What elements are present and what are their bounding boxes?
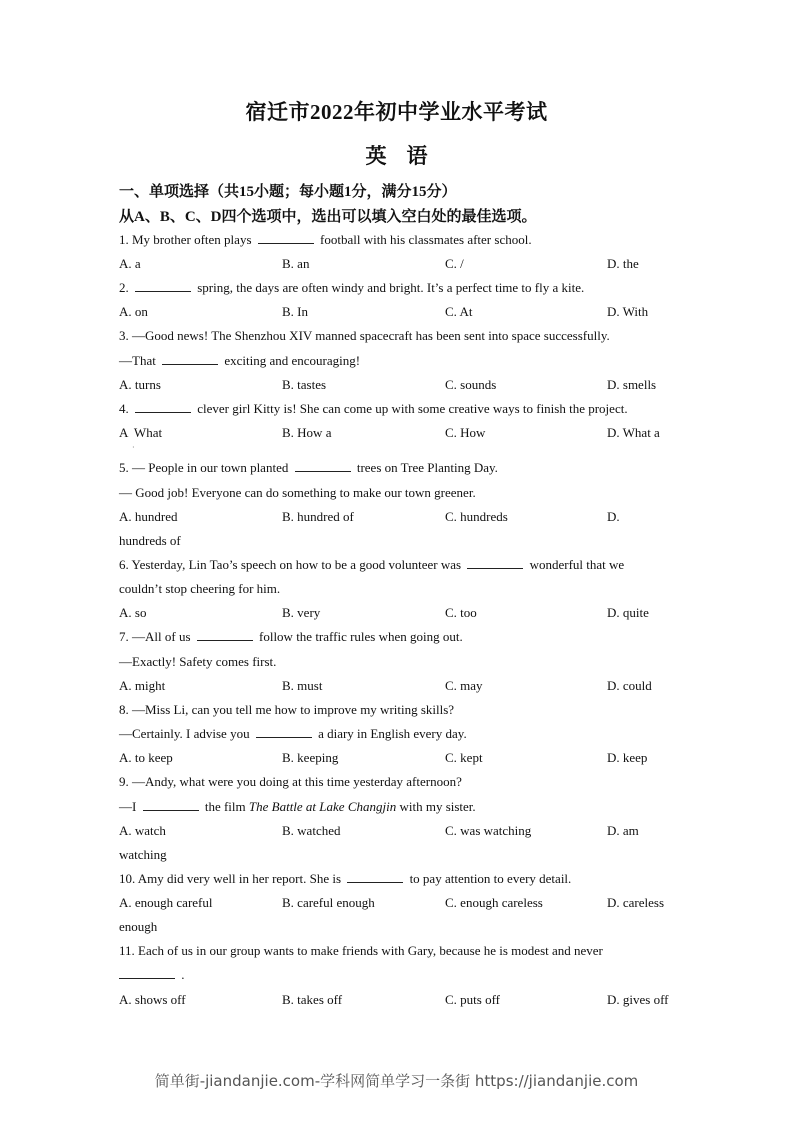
- question-4-option-d: D. What a: [607, 425, 660, 440]
- film-title: The Battle at Lake Changjin: [248, 799, 397, 814]
- question-6-option-b: B. very: [282, 605, 321, 620]
- question-3-option-d: D. smells: [607, 377, 657, 392]
- subject-title: [0, 140, 793, 170]
- question-2-option-c: C. At: [445, 304, 473, 319]
- question-1-option-a: A. a: [119, 256, 141, 271]
- question-10-option-b: B. careful enough: [282, 895, 375, 910]
- answer-blank: [197, 630, 253, 641]
- question-9-option-d: D. am: [607, 823, 639, 838]
- question-7-option-d: D. could: [607, 678, 652, 693]
- question-9-option-a: A. watch: [119, 823, 166, 838]
- question-3-option-a: A. turns: [119, 377, 161, 392]
- question-6-option-c: C. too: [445, 605, 477, 620]
- question-9-option-c: C. was watching: [445, 823, 532, 838]
- question-3-option-c: C. sounds: [445, 377, 497, 392]
- question-10-option-d-wrap: enough: [119, 919, 158, 934]
- question-11-option-b: B. takes off: [282, 992, 343, 1007]
- question-5-option-c: C. hundreds: [445, 509, 508, 524]
- question-4-option-b: B. How a: [282, 425, 332, 440]
- question-7-option-c: C. may: [445, 678, 483, 693]
- question-3-option-b: B. tastes: [282, 377, 327, 392]
- question-1-stem: 1. My brother often plays football with his classmates after school.: [119, 232, 532, 247]
- subject-char-1: 英: [365, 144, 387, 168]
- question-11-stem-cont: .: [119, 967, 185, 983]
- answer-blank: [162, 354, 218, 365]
- question-11-stem: 11. Each of us in our group wants to make friends with Gary, because he is modest and never: [119, 943, 603, 958]
- question-7-option-a: A. might: [119, 678, 166, 693]
- question-7-option-b: B. must: [282, 678, 323, 693]
- answer-blank: [467, 558, 523, 569]
- question-8-option-c: C. kept: [445, 750, 483, 765]
- question-10-stem: 10. Amy did very well in her report. She is to pay attention to every detail.: [119, 871, 572, 886]
- question-2-option-b: B. In: [282, 304, 308, 319]
- question-9-response: —I the film The Battle at Lake Changjin with my sister.: [119, 799, 476, 814]
- question-8-option-b: B. keeping: [282, 750, 339, 765]
- question-6-option-d: D. quite: [607, 605, 649, 620]
- answer-blank: [143, 800, 199, 811]
- question-5-response: — Good job! Everyone can do something to make our town greener.: [119, 485, 476, 500]
- answer-blank: [258, 233, 314, 244]
- question-9-stem: 9. —Andy, what were you doing at this time yesterday afternoon?: [119, 774, 462, 789]
- question-8-option-d: D. keep: [607, 750, 648, 765]
- exam-title: 宿迁市2022年初中学业水平考试: [245, 100, 548, 124]
- question-1-option-c: C. /: [445, 256, 464, 271]
- question-2-stem: 2. spring, the days are often windy and bright. It’s a perfect time to fly a kite.: [119, 280, 585, 295]
- question-10-option-c: C. enough careless: [445, 895, 543, 910]
- section-instruction: 从A、B、C、D四个选项中，选出可以填入空白处的最佳选项。: [119, 209, 537, 225]
- question-5-option-d-wrap: hundreds of: [119, 533, 181, 548]
- question-5-option-a: A. hundred: [119, 509, 178, 524]
- question-5-option-b: B. hundred of: [282, 509, 354, 524]
- answer-blank: [295, 461, 351, 472]
- question-11-option-c: C. puts off: [445, 992, 501, 1007]
- question-1-option-b: B. an: [282, 256, 310, 271]
- answer-blank: [135, 281, 191, 292]
- question-11-option-d: D. gives off: [607, 992, 669, 1007]
- section-heading: 一、单项选择（共15小题；每小题1分，满分15分）: [119, 184, 457, 200]
- question-6-option-a: A. so: [119, 605, 147, 620]
- question-1-option-d: D. the: [607, 256, 639, 271]
- question-4-stem: 4. clever girl Kitty is! She can come up with some creative ways to finish the project.: [119, 401, 628, 416]
- question-8-option-a: A. to keep: [119, 750, 173, 765]
- watermark-footer: 简单街-jiandanjie.com-学科网简单学习一条街 https://jiandanjie.com: [154, 1072, 639, 1090]
- subject-char-2: 语: [406, 144, 428, 168]
- question-9-option-d-wrap: watching: [119, 847, 167, 862]
- question-4-option-c: C. How: [445, 425, 486, 440]
- question-8-response: —Certainly. I advise you a diary in English every day.: [119, 726, 467, 741]
- answer-blank: [119, 968, 175, 979]
- question-6-stem: 6. Yesterday, Lin Tao’s speech on how to be a good volunteer was wonderful that we: [119, 557, 625, 572]
- stray-dot-mark: ·: [132, 443, 135, 452]
- question-3-response: —That exciting and encouraging!: [119, 353, 361, 368]
- question-10-option-a: A. enough careful: [119, 895, 213, 910]
- question-3-stem: 3. —Good news! The Shenzhou XIV manned spacecraft has been sent into space successfully.: [119, 328, 610, 343]
- question-6-stem-cont: couldn’t stop cheering for him.: [119, 581, 281, 596]
- question-7-stem: 7. —All of us follow the traffic rules when going out.: [119, 629, 463, 644]
- question-5-option-d: D.: [607, 509, 620, 524]
- answer-blank: [135, 402, 191, 413]
- question-9-option-b: B. watched: [282, 823, 341, 838]
- question-11-option-a: A. shows off: [119, 992, 186, 1007]
- question-2-option-d: D. With: [607, 304, 649, 319]
- answer-blank: [347, 872, 403, 883]
- question-10-option-d: D. careless: [607, 895, 665, 910]
- question-8-stem: 8. —Miss Li, can you tell me how to improve my writing skills?: [119, 702, 455, 717]
- question-4-option-a: A What: [119, 425, 163, 440]
- question-5-stem: 5. — People in our town planted trees on Tree Planting Day.: [119, 460, 498, 475]
- answer-blank: [256, 727, 312, 738]
- question-2-option-a: A. on: [119, 304, 148, 319]
- question-7-response: —Exactly! Safety comes first.: [119, 654, 277, 669]
